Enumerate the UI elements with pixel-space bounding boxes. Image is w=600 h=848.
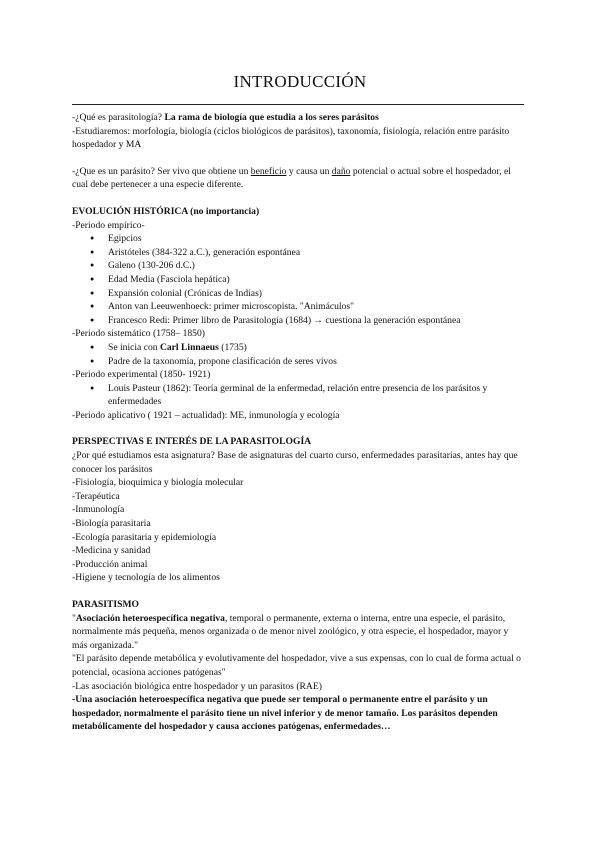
- list-item: ● Galeno (130-206 d.C.): [72, 259, 524, 273]
- period-sistematico: -Periodo sistemático (1758– 1850): [72, 328, 205, 340]
- list-item: ● Louis Pasteur (1862): Teoría germinal de la enfermedad, relación entre presencia de los parásitos y enfermedades: [72, 382, 524, 409]
- list-item: ● Se inicia con Carl Linnaeus (1735): [72, 341, 524, 355]
- list-item: ● Expansión colonial (Crónicas de Indias): [72, 287, 524, 301]
- list-item: -Inmunología: [72, 504, 125, 516]
- document-body: [72, 111, 524, 734]
- list-item: ● Aristóteles (384-322 a.C.), generación espontánea: [72, 246, 524, 260]
- list-item: -Producción animal: [72, 558, 148, 570]
- list-item: ● Egipcios: [72, 232, 524, 246]
- list-item: ● Anton van Leeuwenhoeck: primer microscopista. "Animáculos": [72, 300, 524, 314]
- heading-parasitismo: PARASITISMO: [72, 599, 139, 610]
- question-parasite: -¿Que es un parásito? Ser vivo que obtiene un beneficio y causa un daño potencial o actual sobre el hospedador, el cual debe pertenecer a una especie diferente.: [72, 165, 511, 191]
- empirico-list: [72, 232, 524, 327]
- sistematico-list: [72, 341, 524, 368]
- list-item: ● Padre de la taxonomía, propone clasificación de seres vivos: [72, 355, 524, 369]
- list-item: -Higiene y tecnología de los alimentos: [72, 572, 220, 584]
- list-item: -Terapéutica: [72, 490, 120, 502]
- heading-evolucion: EVOLUCIÓN HISTÓRICA (no importancia): [72, 205, 260, 217]
- period-empirico: -Periodo empírico-: [72, 219, 145, 231]
- definition-4: -Una asociación heteroespecífica negativa que puede ser temporal o permanente entre el parásito y un hospedador, normalmente el parásito tiene un nivel inferior y de menor tamaño. Los parásitos dependen metabólicamente del hospedador y causa acciones patógenas, enfermedades…: [72, 694, 498, 733]
- list-item: -Medicina y sanidad: [72, 545, 151, 557]
- study-topics: -Estudiaremos: morfología, biología (ciclos biológicos de parásitos), taxonomía, fisiología, relación entre parásito hospedador y MA: [72, 125, 510, 151]
- list-item: -Ecología parasitaria y epidemiología: [72, 531, 217, 543]
- experimental-list: [72, 382, 524, 409]
- list-item: ● Edad Media (Fasciola hepática): [72, 273, 524, 287]
- page-title: INTRODUCCIÓN: [233, 72, 367, 91]
- list-item: -Biología parasitaria: [72, 518, 151, 530]
- period-experimental: -Periodo experimental (1850- 1921): [72, 369, 211, 381]
- heading-perspectivas: PERSPECTIVAS E INTERÉS DE LA PARASITOLOGÍA: [72, 436, 312, 448]
- period-aplicativo: -Periodo aplicativo ( 1921 – actualidad): ME, inmunología y ecología: [72, 409, 340, 421]
- definition-3: -Las asociación biológica entre hospedador y un parasitos (RAE): [72, 680, 322, 692]
- question-parasitology: -¿Qué es parasitología? La rama de biología que estudia a los seres parásitos: [72, 112, 379, 123]
- title-underline: [72, 104, 524, 105]
- definition-1: "Asociación heteroespecífica negativa, temporal o permanente, externa o interna, entre una especie, el parásito, normalmente más pequeña, menos organizada o de menor nivel zoológico, y otra especie, el hospedador, mayor y más organizada.": [72, 612, 509, 651]
- definition-2: "El parásito depende metabólica y evolutivamente del hospedador, vive a sus expensas, con lo cual de forma actual o potencial, ocasiona acciones patógenas": [72, 653, 521, 678]
- perspectivas-intro: ¿Por qué estudiamos esta asignatura? Base de asignaturas del cuarto curso, enfermedades parasitarias, antes hay que conocer los parásitos: [72, 450, 518, 475]
- list-item: ● Francesco Redi: Primer libro de Parasitología (1684) → cuestiona la generación espontánea: [72, 314, 524, 328]
- list-item: -Fisiología, bioquímica y biología molecular: [72, 477, 244, 489]
